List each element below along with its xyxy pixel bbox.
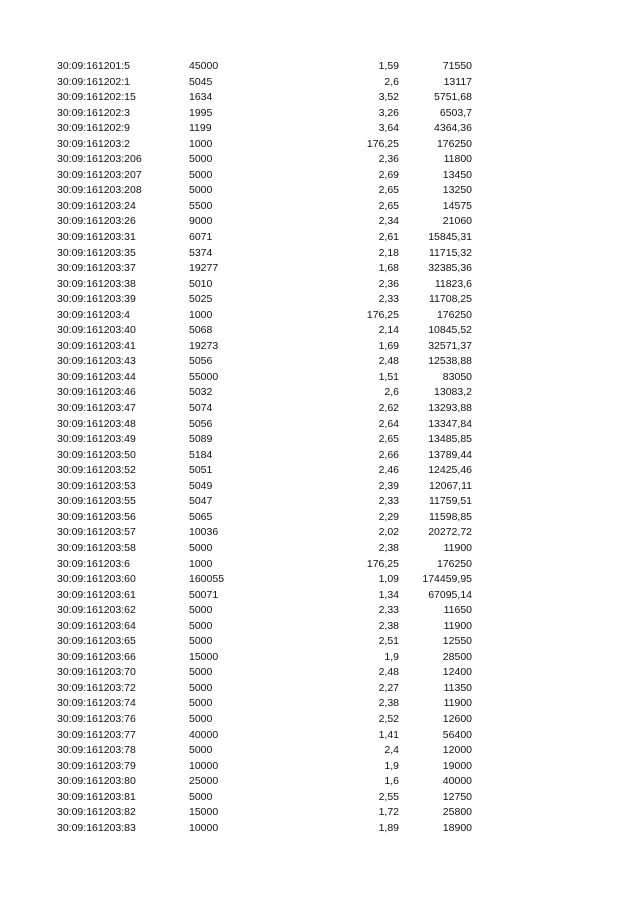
rate-cell: 2,65: [378, 433, 399, 446]
total-cell: 11715,32: [428, 246, 472, 259]
area-cell: 10000: [189, 821, 219, 834]
total-cell: 19000: [442, 759, 472, 772]
total-cell: 6503,7: [439, 106, 472, 119]
total-cell: 11598,85: [428, 510, 472, 523]
rate-cell: 2,34: [378, 215, 399, 228]
cadastral-number-cell: 30:09:161203:50: [57, 448, 136, 461]
table-row: [0, 152, 640, 168]
area-cell: 5074: [189, 402, 213, 415]
area-cell: 10036: [189, 526, 219, 539]
total-cell: 13347,84: [428, 417, 472, 430]
cadastral-number-cell: 30:09:161203:39: [57, 293, 136, 306]
area-cell: 5056: [189, 355, 213, 368]
rate-cell: 2,18: [378, 246, 399, 259]
table-row: [0, 292, 640, 308]
total-cell: 71550: [442, 60, 472, 72]
table-row: [0, 121, 640, 137]
table-row: [0, 183, 640, 199]
area-cell: 1199: [189, 122, 212, 135]
rate-cell: 176,25: [366, 308, 399, 321]
area-cell: 1634: [189, 91, 213, 104]
cadastral-number-cell: 30:09:161203:70: [57, 666, 136, 679]
table-row: [0, 759, 640, 775]
rate-cell: 2,6: [384, 386, 399, 399]
rate-cell: 2,69: [378, 168, 399, 181]
total-cell: 14575: [442, 199, 472, 212]
area-cell: 10000: [189, 759, 219, 772]
total-cell: 32385,36: [428, 262, 472, 275]
cadastral-number-cell: 30:09:161203:26: [57, 215, 136, 228]
rate-cell: 1,6: [384, 775, 399, 788]
total-cell: 32571,37: [428, 339, 472, 352]
cadastral-number-cell: 30:09:161203:61: [57, 588, 136, 601]
cadastral-number-cell: 30:09:161203:208: [57, 184, 142, 197]
total-cell: 15845,31: [428, 231, 472, 244]
rate-cell: 2,14: [378, 324, 399, 337]
area-cell: 19273: [189, 339, 219, 352]
total-cell: 4364,36: [434, 122, 472, 135]
rate-cell: 3,26: [378, 106, 399, 119]
table-row: [0, 401, 640, 417]
table-row: [0, 463, 640, 479]
area-cell: 5032: [189, 386, 213, 399]
rate-cell: 2,52: [378, 712, 399, 725]
table-row: [0, 774, 640, 790]
table-row: [0, 308, 640, 324]
cadastral-number-cell: 30:09:161203:44: [57, 370, 136, 383]
rate-cell: 2,29: [378, 510, 399, 523]
table-row: [0, 261, 640, 277]
table-row: [0, 728, 640, 744]
total-cell: 176250: [436, 557, 472, 570]
table-row: [0, 696, 640, 712]
total-cell: 13485,85: [428, 433, 472, 446]
table-row: [0, 90, 640, 106]
table-row: [0, 494, 640, 510]
total-cell: 83050: [442, 370, 472, 383]
rate-cell: 2,02: [378, 526, 399, 539]
rate-cell: 1,9: [384, 650, 399, 663]
cadastral-number-cell: 30:09:161203:43: [57, 355, 136, 368]
total-cell: 11800: [443, 153, 472, 166]
area-cell: 5374: [189, 246, 213, 259]
area-cell: 15000: [189, 806, 219, 819]
total-cell: 12067,11: [428, 479, 472, 492]
cadastral-number-cell: 30:09:161203:57: [57, 526, 136, 539]
area-cell: 5000: [189, 697, 213, 710]
rate-cell: 3,64: [378, 122, 399, 135]
area-cell: 5068: [189, 324, 213, 337]
table-row: [0, 246, 640, 262]
cadastral-number-cell: 30:09:161202:1: [57, 75, 130, 88]
rate-cell: 1,51: [378, 370, 399, 383]
rate-cell: 2,55: [378, 790, 399, 803]
table-row: [0, 168, 640, 184]
table-row: [0, 821, 640, 837]
rate-cell: 2,36: [378, 277, 399, 290]
table-row: [0, 665, 640, 681]
cadastral-number-cell: 30:09:161203:53: [57, 479, 136, 492]
area-cell: 5049: [189, 479, 213, 492]
total-cell: 13789,44: [428, 448, 472, 461]
cadastral-number-cell: 30:09:161203:24: [57, 199, 136, 212]
rate-cell: 1,41: [378, 728, 399, 741]
table-row: [0, 137, 640, 153]
area-cell: 19277: [189, 262, 219, 275]
total-cell: 12600: [442, 712, 472, 725]
total-cell: 40000: [442, 775, 472, 788]
rate-cell: 2,4: [384, 744, 399, 757]
area-cell: 5000: [189, 712, 213, 725]
area-cell: 5000: [189, 635, 213, 648]
rate-cell: 1,69: [378, 339, 399, 352]
total-cell: 11900: [443, 619, 472, 632]
area-cell: 5025: [189, 293, 213, 306]
table-row: [0, 712, 640, 728]
area-cell: 5000: [189, 744, 213, 757]
rate-cell: 2,38: [378, 619, 399, 632]
cadastral-number-cell: 30:09:161203:2: [57, 137, 130, 150]
table-row: [0, 277, 640, 293]
area-cell: 5047: [189, 495, 213, 508]
rate-cell: 2,6: [384, 75, 399, 88]
table-row: [0, 479, 640, 495]
total-cell: 12750: [442, 790, 472, 803]
area-cell: 1000: [189, 137, 213, 150]
area-cell: 25000: [189, 775, 219, 788]
area-cell: 5045: [189, 75, 213, 88]
table-row: [0, 417, 640, 433]
total-cell: 13083,2: [434, 386, 472, 399]
cadastral-number-cell: 30:09:161203:56: [57, 510, 136, 523]
total-cell: 11650: [443, 604, 472, 617]
cadastral-number-cell: 30:09:161203:83: [57, 821, 136, 834]
rate-cell: 2,33: [378, 293, 399, 306]
total-cell: 176250: [436, 308, 472, 321]
cadastral-number-cell: 30:09:161203:46: [57, 386, 136, 399]
cadastral-number-cell: 30:09:161203:37: [57, 262, 136, 275]
table-row: [0, 214, 640, 230]
cadastral-number-cell: 30:09:161203:47: [57, 402, 136, 415]
cadastral-number-cell: 30:09:161203:60: [57, 573, 136, 586]
cadastral-number-cell: 30:09:161203:31: [57, 231, 136, 244]
rate-cell: 2,33: [378, 495, 399, 508]
total-cell: 25800: [442, 806, 472, 819]
cadastral-number-cell: 30:09:161203:207: [57, 168, 142, 181]
rate-cell: 176,25: [366, 557, 399, 570]
rate-cell: 1,9: [384, 759, 399, 772]
cadastral-number-cell: 30:09:161201:5: [57, 60, 130, 72]
area-cell: 5056: [189, 417, 213, 430]
area-cell: 15000: [189, 650, 219, 663]
rate-cell: 2,38: [378, 541, 399, 554]
total-cell: 12550: [442, 635, 472, 648]
area-cell: 6071: [189, 231, 213, 244]
cadastral-number-cell: 30:09:161202:3: [57, 106, 130, 119]
area-cell: 40000: [189, 728, 219, 741]
table-row: [0, 743, 640, 759]
table-row: [0, 603, 640, 619]
area-cell: 9000: [189, 215, 213, 228]
total-cell: 67095,14: [428, 588, 472, 601]
area-cell: 5000: [189, 168, 213, 181]
rate-cell: 2,51: [378, 635, 399, 648]
table-row: [0, 572, 640, 588]
area-cell: 45000: [189, 60, 219, 72]
total-cell: 5751,68: [434, 91, 472, 104]
rate-cell: 2,46: [378, 464, 399, 477]
area-cell: 5000: [189, 790, 213, 803]
cadastral-number-cell: 30:09:161203:65: [57, 635, 136, 648]
total-cell: 12538,88: [428, 355, 472, 368]
total-cell: 176250: [436, 137, 472, 150]
area-cell: 50071: [189, 588, 219, 601]
rate-cell: 2,62: [378, 402, 399, 415]
area-cell: 1000: [189, 557, 213, 570]
total-cell: 13117: [443, 75, 472, 88]
cadastral-number-cell: 30:09:161203:48: [57, 417, 136, 430]
table-row: [0, 339, 640, 355]
area-cell: 5184: [189, 448, 213, 461]
rate-cell: 1,89: [378, 821, 399, 834]
rate-cell: 2,66: [378, 448, 399, 461]
total-cell: 11823,6: [434, 277, 472, 290]
total-cell: 13250: [442, 184, 472, 197]
table-row: [0, 432, 640, 448]
cadastral-number-cell: 30:09:161203:38: [57, 277, 136, 290]
cadastral-number-cell: 30:09:161203:35: [57, 246, 136, 259]
cadastral-number-cell: 30:09:161203:40: [57, 324, 136, 337]
total-cell: 10845,52: [428, 324, 472, 337]
rate-cell: 2,36: [378, 153, 399, 166]
cadastral-number-cell: 30:09:161203:6: [57, 557, 130, 570]
cadastral-number-cell: 30:09:161202:15: [57, 91, 136, 104]
table-row: [0, 59, 640, 75]
total-cell: 11350: [443, 681, 472, 694]
cadastral-number-cell: 30:09:161203:72: [57, 681, 136, 694]
table-row: [0, 106, 640, 122]
rate-cell: 1,34: [378, 588, 399, 601]
cadastral-number-cell: 30:09:161203:74: [57, 697, 136, 710]
total-cell: 12000: [442, 744, 472, 757]
rate-cell: 1,72: [378, 806, 399, 819]
rate-cell: 2,38: [378, 697, 399, 710]
cadastral-number-cell: 30:09:161203:77: [57, 728, 136, 741]
cadastral-number-cell: 30:09:161203:4: [57, 308, 130, 321]
table-row: [0, 75, 640, 91]
area-cell: 5000: [189, 541, 213, 554]
rate-cell: 176,25: [366, 137, 399, 150]
total-cell: 28500: [442, 650, 472, 663]
table-row: [0, 230, 640, 246]
rate-cell: 1,68: [378, 262, 399, 275]
total-cell: 12400: [442, 666, 472, 679]
table-row: [0, 385, 640, 401]
cadastral-number-cell: 30:09:161203:64: [57, 619, 136, 632]
rate-cell: 2,65: [378, 199, 399, 212]
rate-cell: 2,65: [378, 184, 399, 197]
total-cell: 11759,51: [428, 495, 472, 508]
cadastral-number-cell: 30:09:161203:78: [57, 744, 136, 757]
total-cell: 11708,25: [428, 293, 472, 306]
data-table: [0, 59, 640, 836]
cadastral-number-cell: 30:09:161203:52: [57, 464, 136, 477]
rate-cell: 2,33: [378, 604, 399, 617]
table-row: [0, 619, 640, 635]
area-cell: 5000: [189, 681, 213, 694]
area-cell: 5000: [189, 666, 213, 679]
cadastral-number-cell: 30:09:161203:49: [57, 433, 136, 446]
rate-cell: 2,48: [378, 666, 399, 679]
table-row: [0, 557, 640, 573]
area-cell: 1000: [189, 308, 213, 321]
area-cell: 1995: [189, 106, 213, 119]
rate-cell: 2,39: [378, 479, 399, 492]
table-row: [0, 588, 640, 604]
rate-cell: 2,61: [378, 231, 399, 244]
table-row: [0, 541, 640, 557]
total-cell: 13293,88: [428, 402, 472, 415]
area-cell: 5000: [189, 604, 213, 617]
cadastral-number-cell: 30:09:161203:80: [57, 775, 136, 788]
cadastral-number-cell: 30:09:161203:62: [57, 604, 136, 617]
area-cell: 5051: [189, 464, 213, 477]
cadastral-number-cell: 30:09:161203:55: [57, 495, 136, 508]
total-cell: 21060: [442, 215, 472, 228]
area-cell: 5065: [189, 510, 213, 523]
cadastral-number-cell: 30:09:161203:58: [57, 541, 136, 554]
total-cell: 13450: [442, 168, 472, 181]
rate-cell: 1,59: [378, 60, 399, 72]
rate-cell: 1,09: [378, 573, 399, 586]
table-row: [0, 525, 640, 541]
total-cell: 12425,46: [428, 464, 472, 477]
total-cell: 20272,72: [428, 526, 472, 539]
area-cell: 160055: [189, 573, 225, 586]
table-row: [0, 448, 640, 464]
total-cell: 18900: [442, 821, 472, 834]
cadastral-number-cell: 30:09:161203:66: [57, 650, 136, 663]
table-row: [0, 354, 640, 370]
total-cell: 56400: [442, 728, 472, 741]
area-cell: 55000: [189, 370, 219, 383]
table-row: [0, 199, 640, 215]
table-row: [0, 805, 640, 821]
rate-cell: 2,48: [378, 355, 399, 368]
cadastral-number-cell: 30:09:161203:82: [57, 806, 136, 819]
cadastral-number-cell: 30:09:161203:41: [57, 339, 136, 352]
table-row: [0, 790, 640, 806]
table-row: [0, 634, 640, 650]
table-row: [0, 323, 640, 339]
area-cell: 5089: [189, 433, 213, 446]
cadastral-number-cell: 30:09:161203:206: [57, 153, 142, 166]
total-cell: 174459,95: [422, 573, 472, 586]
cadastral-number-cell: 30:09:161203:81: [57, 790, 136, 803]
cadastral-number-cell: 30:09:161203:79: [57, 759, 136, 772]
total-cell: 11900: [443, 541, 472, 554]
area-cell: 5010: [189, 277, 213, 290]
table-row: [0, 650, 640, 666]
area-cell: 5000: [189, 153, 213, 166]
rate-cell: 2,64: [378, 417, 399, 430]
table-row: [0, 370, 640, 386]
table-row: [0, 510, 640, 526]
rate-cell: 3,52: [378, 91, 399, 104]
rate-cell: 2,27: [378, 681, 399, 694]
total-cell: 11900: [443, 697, 472, 710]
area-cell: 5000: [189, 619, 213, 632]
cadastral-number-cell: 30:09:161203:76: [57, 712, 136, 725]
table-row: [0, 681, 640, 697]
cadastral-number-cell: 30:09:161202:9: [57, 122, 130, 135]
area-cell: 5000: [189, 184, 213, 197]
area-cell: 5500: [189, 199, 213, 212]
